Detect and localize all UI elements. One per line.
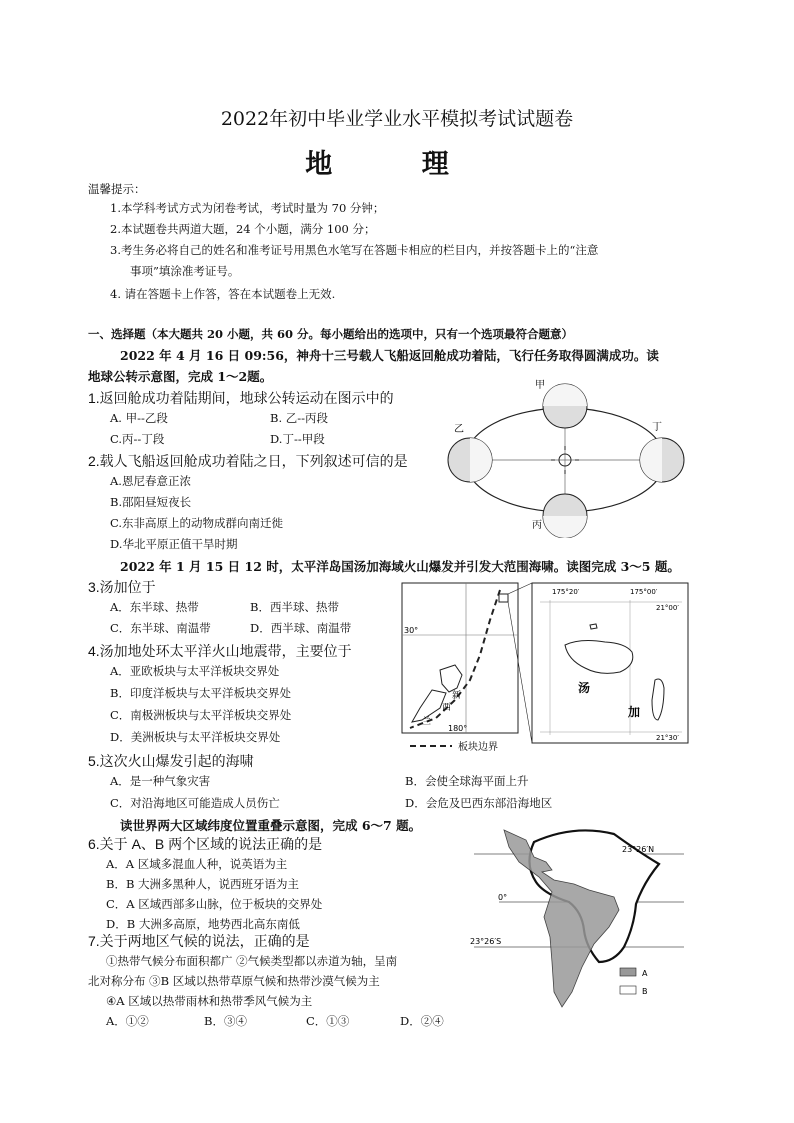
q4-option-b[interactable]: B．印度洋板块与太平洋板块交界处	[110, 686, 291, 700]
lat-30-label: 30°	[404, 626, 419, 635]
section-heading: 一、选择题（本大题共 20 小题，共 60 分。每小题给出的选项中，只有一个选项最符合题意）	[88, 327, 574, 341]
tip-2: 2.本试题卷共两道大题，24 个小题，满分 100 分；	[110, 222, 376, 236]
q6-option-a[interactable]: A．A 区域多混血人种，说英语为主	[106, 857, 288, 871]
tonga-label-1: 汤	[578, 681, 591, 695]
tonga-label-2: 加	[628, 705, 641, 719]
nz-label-2: 西	[442, 703, 452, 713]
tip-1: 1.本学科考试方式为闭卷考试，考试时量为 70 分钟；	[110, 201, 385, 215]
label-bing: 丙	[532, 520, 542, 531]
label-yi: 乙	[454, 424, 464, 435]
stem-1-line1: 2022 年 4 月 16 日 09:56，神舟十三号载人飞船返回舱成功着陆，飞行任务取得圆满成功。读	[120, 348, 659, 363]
q4-option-c[interactable]: C．南极洲板块与太平洋板块交界处	[110, 708, 292, 722]
stem-3: 读世界两大区域纬度位置重叠示意图，完成 6～7 题。	[120, 818, 422, 833]
q5-option-d[interactable]: D．会危及巴西东部沿海地区	[405, 796, 553, 810]
q4-option-d[interactable]: D．美洲板块与太平洋板块交界处	[110, 730, 281, 744]
tip-3-cont: 事项”填涂准考证号。	[130, 264, 240, 278]
question-2: 2.载人飞船返回舱成功着陆之日，下列叙述可信的是	[88, 453, 408, 469]
legend-b-swatch	[620, 986, 636, 994]
q1-option-c[interactable]: C.丙--丁段	[110, 432, 165, 446]
tip-3: 3.考生务必将自己的姓名和准考证号用黑色水笔写在答题卡相应的栏目内，并按答题卡上的“注意	[110, 243, 599, 257]
q1-option-a[interactable]: A. 甲--乙段	[110, 411, 168, 425]
nz-label-3: 兰	[422, 717, 432, 727]
question-7: 7.关于两地区气候的说法，正确的是	[88, 933, 310, 949]
lon-175-00-label: 175°00′	[630, 588, 658, 596]
tonga-map	[400, 580, 690, 756]
label-ding: 丁	[652, 422, 662, 433]
q7-statement-3: ④A 区域以热带雨林和热带季风气候为主	[106, 994, 313, 1008]
q5-option-a[interactable]: A．是一种气象灾害	[110, 774, 211, 788]
q5-option-b[interactable]: B．会使全球海平面上升	[405, 774, 529, 788]
equator-label: 0°	[498, 893, 508, 902]
q7-statement-1: ①热带气候分布面积都广 ②气候类型都以赤道为轴，呈南	[106, 954, 398, 968]
q3-option-a[interactable]: A．东半球、热带	[110, 600, 199, 614]
earth-ding	[640, 438, 684, 482]
q2-option-c[interactable]: C.东非高原上的动物成群向南迁徙	[110, 516, 284, 530]
q2-option-b[interactable]: B.邵阳昼短夜长	[110, 495, 192, 509]
q2-option-d[interactable]: D.华北平原正值干旱时期	[110, 537, 238, 551]
q5-option-c[interactable]: C．对沿海地区可能造成人员伤亡	[110, 796, 280, 810]
q6-option-d[interactable]: D．B 大洲多高原，地势西北高东南低	[106, 917, 300, 931]
q1-option-d[interactable]: D.丁--甲段	[270, 432, 325, 446]
q7-option-b[interactable]: B．③④	[204, 1014, 247, 1028]
earth-yi	[448, 438, 492, 482]
q4-option-a[interactable]: A．亚欧板块与太平洋板块交界处	[110, 664, 280, 678]
subject-title: 地 理	[305, 149, 489, 180]
legend-a-swatch	[620, 968, 636, 976]
earth-bing	[543, 494, 587, 538]
lat-21-00-label: 21°00′	[656, 604, 679, 612]
tropic-cancer-label: 23°26′N	[622, 845, 655, 854]
q6-option-b[interactable]: B．B 大洲多黑种人，说西班牙语为主	[106, 877, 300, 891]
region-overlap-map	[464, 822, 694, 1012]
q6-option-c[interactable]: C．A 区域西部多山脉，位于板块的交界处	[106, 897, 323, 911]
question-5: 5.这次火山爆发引起的海啸	[88, 753, 254, 769]
legend-b-label: B	[642, 987, 648, 996]
q3-option-d[interactable]: D．西半球、南温带	[250, 621, 352, 635]
q2-option-a[interactable]: A.恩尼春意正浓	[110, 474, 191, 488]
q7-option-d[interactable]: D．②④	[400, 1014, 444, 1028]
question-4: 4.汤加地处环太平洋火山地震带，主要位于	[88, 643, 352, 659]
label-jia: 甲	[535, 380, 545, 391]
question-3: 3.汤加位于	[88, 579, 156, 595]
q7-option-a[interactable]: A．①②	[106, 1014, 149, 1028]
q7-statement-2: 北对称分布 ③B 区域以热带草原气候和热带沙漠气候为主	[88, 974, 380, 988]
nz-label-1: 新	[452, 691, 462, 701]
exam-title: 2022年初中毕业学业水平模拟考试试题卷	[220, 108, 574, 130]
tip-4: 4. 请在答题卡上作答，答在本试题卷上无效.	[110, 287, 336, 301]
q7-option-c[interactable]: C．①③	[306, 1014, 350, 1028]
q1-option-b[interactable]: B. 乙--丙段	[270, 411, 329, 425]
question-6: 6.关于 A、B 两个区域的说法正确的是	[88, 836, 323, 852]
stem-2: 2022 年 1 月 15 日 12 时，太平洋岛国汤加海域火山爆发并引发大范围海啸。读图完成 3～5 题。	[120, 559, 680, 574]
tips-heading: 温馨提示：	[88, 182, 146, 196]
stem-1-line2: 地球公转示意图，完成 1～2题。	[88, 369, 273, 384]
tropic-capricorn-label: 23°26′S	[470, 937, 502, 946]
legend-plate-boundary: 板块边界	[458, 742, 498, 753]
q3-option-c[interactable]: C．东半球、南温带	[110, 621, 211, 635]
lat-21-30-label: 21°30′	[656, 734, 679, 742]
q3-option-b[interactable]: B．西半球、热带	[250, 600, 339, 614]
question-1: 1.返回舱成功着陆期间，地球公转运动在图示中的	[88, 390, 394, 406]
lon-180-label: 180°	[448, 724, 468, 733]
legend-a-label: A	[642, 969, 648, 978]
earth-orbit-diagram	[440, 378, 700, 538]
earth-jia	[543, 384, 587, 428]
lon-175-20-label: 175°20′	[552, 588, 580, 596]
